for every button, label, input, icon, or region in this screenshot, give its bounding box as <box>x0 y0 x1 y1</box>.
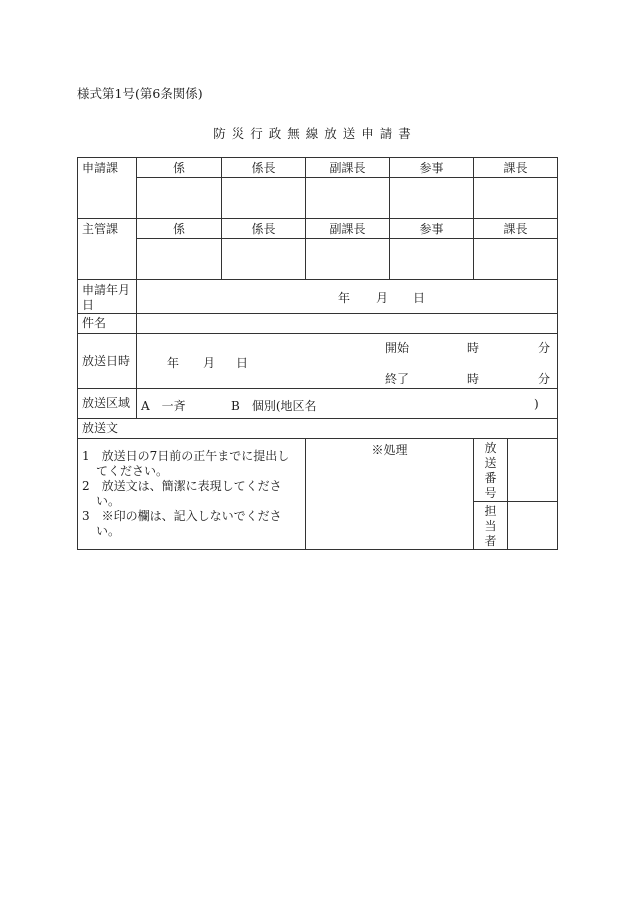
broadcast-month-unit: 月 <box>203 356 216 370</box>
note-item: 3 ※印の欄は、記入しないでください。 <box>82 509 282 538</box>
approval-header-manager: 課長 <box>474 158 558 178</box>
approval-header-staff: 係 <box>137 158 222 178</box>
subject-label: 件名 <box>78 314 137 334</box>
approval-header-staff: 係 <box>137 219 222 239</box>
broadcast-year-unit: 年 <box>167 356 180 370</box>
end-hour-unit: 時 <box>467 372 480 386</box>
applying-manager-seal[interactable] <box>474 178 558 219</box>
start-hour-unit: 時 <box>467 341 480 355</box>
start-label: 開始 <box>385 341 410 355</box>
approval-header-manager: 課長 <box>474 219 558 239</box>
application-date-label: 申請年月日 <box>78 280 137 314</box>
managing-chief-seal[interactable] <box>222 239 306 280</box>
subject-field[interactable] <box>137 314 558 334</box>
approval-header-chief: 係長 <box>222 219 306 239</box>
broadcast-number-label: 放送番号 <box>474 439 508 502</box>
applying-chief-seal[interactable] <box>222 178 306 219</box>
date-year-unit: 年 <box>338 291 351 305</box>
application-form-table <box>77 157 558 550</box>
notes-section <box>78 439 306 550</box>
broadcast-datetime-label: 放送日時 <box>78 334 137 389</box>
processing-label: ※処理 <box>371 443 408 457</box>
managing-staff-seal[interactable] <box>137 239 222 280</box>
area-option-all[interactable]: A 一斉 <box>141 399 186 413</box>
applying-councilor-seal[interactable] <box>390 178 474 219</box>
managing-section-label: 主管課 <box>78 219 137 280</box>
broadcast-area-label: 放送区域 <box>78 389 137 419</box>
broadcast-day-unit: 日 <box>236 356 249 370</box>
broadcast-number-field[interactable] <box>508 439 558 502</box>
form-number: 様式第1号(第6条関係) <box>77 86 203 101</box>
end-label: 終了 <box>385 372 410 386</box>
area-option-individual[interactable]: B 個別(地区名 <box>231 399 317 413</box>
note-item: 1 放送日の7日前の正午までに提出してください。 <box>82 449 290 478</box>
approval-header-councilor: 参事 <box>390 158 474 178</box>
area-close-paren: ) <box>534 397 539 411</box>
person-in-charge-field[interactable] <box>508 502 558 550</box>
approval-header-deputy-manager: 副課長 <box>306 158 390 178</box>
managing-councilor-seal[interactable] <box>390 239 474 280</box>
broadcast-datetime-field[interactable] <box>137 334 558 389</box>
page-title: 防災行政無線放送申請書 <box>213 126 417 141</box>
date-month-unit: 月 <box>376 291 389 305</box>
start-minute-unit: 分 <box>538 341 551 355</box>
approval-header-councilor: 参事 <box>390 219 474 239</box>
broadcast-text-label: 放送文 <box>78 419 558 439</box>
applying-staff-seal[interactable] <box>137 178 222 219</box>
managing-deputy-manager-seal[interactable] <box>306 239 390 280</box>
applying-deputy-manager-seal[interactable] <box>306 178 390 219</box>
note-item: 2 放送文は、簡潔に表現してください。 <box>82 479 282 508</box>
managing-manager-seal[interactable] <box>474 239 558 280</box>
processing-cell <box>306 439 474 550</box>
application-date-field[interactable] <box>137 280 558 314</box>
broadcast-area-field[interactable] <box>137 389 558 419</box>
date-day-unit: 日 <box>413 291 426 305</box>
approval-header-deputy-manager: 副課長 <box>306 219 390 239</box>
approval-header-chief: 係長 <box>222 158 306 178</box>
person-in-charge-label: 担当者 <box>474 502 508 550</box>
end-minute-unit: 分 <box>538 372 551 386</box>
applying-section-label: 申請課 <box>78 158 137 219</box>
